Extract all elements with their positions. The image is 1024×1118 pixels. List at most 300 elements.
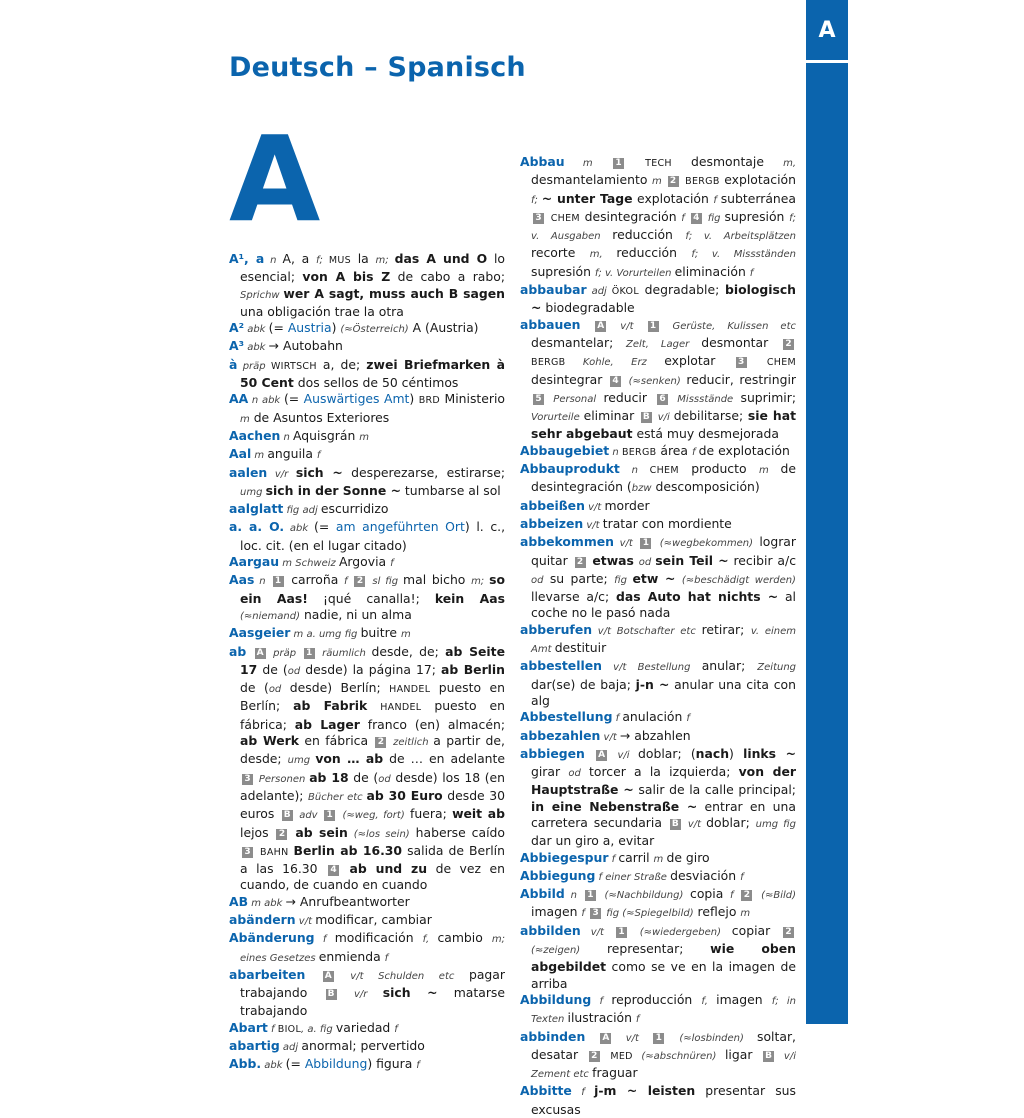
dictionary-entry	[520, 622, 796, 659]
grammar-label: v/t	[580, 926, 614, 938]
phrase: biologisch ~	[531, 282, 796, 316]
headword: abändern	[229, 911, 296, 927]
phrase: von … ab	[315, 751, 384, 767]
headword: AB	[229, 893, 249, 909]
grammar-label: v/i	[609, 749, 639, 761]
grammar-label: n	[264, 255, 283, 266]
translation: ligar	[716, 1046, 762, 1062]
sense-number: 4	[328, 865, 339, 876]
sense-number: B	[326, 989, 337, 1000]
translation: de Asuntos Exteriores	[249, 409, 390, 425]
translation: fraguar	[592, 1065, 638, 1081]
page-title: Deutsch – Spanisch	[229, 52, 526, 83]
cross-reference: Auswärtiges Amt	[303, 391, 410, 407]
phrase: ab 30 Euro	[366, 787, 443, 803]
translation	[626, 154, 645, 169]
translation: pagar trabajando	[240, 966, 505, 1001]
translation: (=	[268, 320, 288, 336]
translation: anguila	[267, 446, 317, 462]
translation: → abzahlen	[619, 727, 691, 743]
grammar-label: m;	[375, 255, 395, 266]
translation: enmienda	[318, 948, 385, 964]
translation: de cabo a rabo;	[390, 269, 506, 285]
translation: dos sellos de 50 céntimos	[293, 375, 459, 391]
translation: suprimir;	[740, 389, 796, 405]
translation: eliminar	[583, 408, 639, 424]
sense-number: B	[282, 810, 293, 821]
right-column	[520, 154, 796, 1118]
phrase: kein Aas	[434, 590, 505, 606]
dictionary-entry	[520, 498, 796, 516]
dictionary-entry	[520, 992, 796, 1029]
sense-number: B	[670, 819, 681, 830]
translation: dar un giro a, evitar	[531, 833, 655, 849]
dictionary-entry	[520, 746, 796, 850]
headword: Abbiegespur	[520, 849, 609, 865]
phrase: sein Teil ~	[655, 552, 729, 568]
headword: abbauen	[520, 316, 581, 332]
headword: Aargau	[229, 554, 280, 570]
subject-label: WIRTSCH	[270, 360, 317, 372]
grammar-label: v/i Zement etc	[531, 1050, 796, 1081]
phrase: ab Werk	[240, 733, 299, 749]
translation: a, de;	[316, 356, 367, 372]
grammar-label: Zeitung	[757, 662, 797, 674]
translation: doblar;	[706, 814, 756, 830]
grammar-label: v/t	[682, 818, 707, 830]
sense-number: 4	[610, 376, 621, 387]
sense-number: A	[595, 321, 606, 332]
grammar-label: f	[390, 558, 394, 570]
grammar-label: f	[267, 1023, 278, 1035]
translation	[246, 644, 252, 659]
grammar-label: v/t	[583, 519, 603, 531]
gloss: (≈weg, fort)	[342, 810, 405, 822]
translation: Argovia	[338, 554, 391, 570]
phrase: j-m ~ leisten	[594, 1083, 696, 1099]
translation: subterránea	[720, 190, 796, 206]
grammar-label: räumlich	[316, 647, 372, 659]
translation: de … en adelante	[383, 751, 505, 767]
headword: Aasgeier	[229, 625, 291, 641]
grammar-label: m	[759, 465, 781, 477]
dictionary-entry	[520, 1083, 796, 1118]
section-letter: A	[229, 110, 321, 248]
sense-number: 1	[648, 321, 659, 332]
phrase: ab und zu	[349, 861, 428, 877]
grammar-label: f	[729, 890, 740, 902]
dictionary-entry	[229, 644, 505, 894]
translation: carril	[618, 849, 654, 865]
sense-number: 1	[653, 1033, 664, 1044]
headword: Abänderung	[229, 930, 315, 946]
grammar-label: n	[280, 431, 294, 443]
headword: AA	[229, 391, 249, 407]
translation: ilustración	[567, 1010, 636, 1026]
translation: entrar en una carretera secundaria	[531, 798, 796, 830]
grammar-label: Zelt, Lager	[626, 338, 702, 350]
grammar-label: f	[316, 450, 321, 462]
gloss: (≈abschnüren)	[641, 1050, 717, 1062]
grammar-label: v/t Botschafter etc	[592, 625, 702, 637]
grammar-label: Personal	[546, 393, 604, 405]
grammar-label: fig	[603, 908, 623, 920]
translation: reducir, restringir	[680, 371, 796, 387]
headword: Abbiegung	[520, 867, 596, 883]
grammar-label: f,	[701, 995, 717, 1007]
dictionary-entry	[520, 154, 796, 282]
translation: anormal; pervertido	[301, 1038, 425, 1054]
grammar-label: f	[344, 576, 353, 588]
translation: producto	[678, 461, 760, 477]
translation: destituir	[554, 640, 607, 656]
translation: desperezarse, estirarse;	[342, 464, 505, 480]
grammar-label: od	[531, 574, 544, 586]
grammar-label: f; v. Ausgaben	[531, 212, 796, 243]
dictionary-entry	[229, 357, 505, 392]
translation: de explotación	[698, 442, 790, 458]
sense-number: A	[255, 648, 266, 659]
sense-number: 2	[276, 829, 287, 840]
dictionary-entry	[520, 923, 796, 992]
headword: abbiegen	[520, 745, 585, 761]
grammar-label: Bücher etc	[308, 791, 367, 803]
translation: mal bicho	[403, 572, 472, 588]
sense-number: 2	[741, 890, 752, 901]
translation: A (Austria)	[408, 320, 479, 336]
grammar-label: m;	[471, 576, 490, 588]
translation: cambio	[437, 930, 492, 946]
grammar-label: f	[635, 1014, 640, 1026]
thumb-index-divider	[806, 60, 848, 63]
grammar-label: n abk	[248, 395, 284, 407]
translation: tumbarse al sol	[400, 482, 501, 498]
translation: desmontaje	[671, 154, 784, 169]
translation: área	[656, 442, 692, 458]
grammar-label: f;	[531, 194, 542, 206]
translation: reducción	[616, 245, 692, 261]
grammar-label: od	[378, 773, 391, 785]
dictionary-entry	[229, 501, 505, 519]
sense-number: 1	[613, 158, 624, 169]
sense-number: 1	[324, 810, 335, 821]
translation: al coche no le pasó nada	[531, 589, 796, 621]
translation: de (	[240, 680, 269, 696]
grammar-label: Gerüste, Kulissen etc	[660, 320, 796, 332]
subject-label: BERGB	[621, 446, 657, 458]
translation: morder	[604, 497, 650, 513]
phrase: ab Seite 17	[240, 643, 505, 677]
subject-label: HANDEL	[380, 702, 422, 714]
translation: → Autobahn	[268, 338, 343, 354]
thumb-index-letter: A	[818, 17, 836, 43]
translation: (=	[314, 519, 336, 535]
phrase: ab Lager	[294, 716, 360, 732]
cross-reference: Abbildung	[304, 1056, 368, 1072]
grammar-label: n	[254, 576, 271, 588]
translation: eliminación	[674, 263, 750, 279]
gloss: (≈beschädigt werden)	[681, 574, 796, 586]
translation: retirar;	[701, 621, 751, 637]
gloss: (≈Nachbildung)	[604, 890, 684, 902]
headword: Abbild	[520, 886, 565, 902]
grammar-label: Missstände	[670, 393, 741, 405]
grammar-label: od	[268, 684, 282, 696]
dictionary-entry	[229, 894, 505, 912]
gloss: (≈senken)	[628, 375, 681, 387]
subject-label: MUS	[328, 255, 351, 266]
dictionary-entry	[229, 554, 505, 572]
dictionary-entry	[520, 317, 796, 443]
translation: soltar, desatar	[531, 1028, 796, 1062]
grammar-label: abk	[244, 342, 269, 354]
subject-label: BAHN	[260, 846, 289, 858]
dictionary-entry	[229, 1038, 505, 1056]
phrase: ~ unter Tage	[541, 190, 633, 206]
dictionary-entry	[229, 428, 505, 446]
headword: Abbestellung	[520, 709, 613, 725]
translation: desde 30 euros	[240, 787, 505, 822]
phrase: ab sein	[295, 824, 348, 840]
sense-number: 3	[736, 357, 747, 368]
grammar-label: v/t	[613, 1032, 652, 1044]
headword: Abbau	[520, 154, 565, 169]
grammar-label: f	[416, 1060, 420, 1072]
subject-label: HANDEL	[389, 684, 431, 696]
translation: torcer a la izquierda;	[580, 764, 739, 780]
translation: )	[409, 391, 419, 407]
phrase: ab Fabrik	[293, 698, 368, 714]
grammar-label: m	[564, 158, 611, 169]
grammar-label: v/t	[613, 538, 639, 550]
grammar-label: f	[686, 713, 690, 725]
translation: reflejo	[693, 904, 741, 920]
thumb-index-tab	[806, 0, 848, 1024]
translation: desde, de;	[371, 643, 446, 659]
headword: abbezahlen	[520, 727, 601, 743]
sense-number: 1	[616, 927, 627, 938]
sense-number: 1	[585, 890, 596, 901]
sense-number: A	[596, 750, 607, 761]
translation: Ministerio	[440, 391, 506, 407]
translation: anulación	[622, 709, 687, 725]
sense-number: 1	[304, 648, 315, 659]
translation: copiar	[721, 922, 781, 938]
translation: explotación	[632, 190, 714, 206]
sense-number: 1	[640, 538, 651, 549]
translation: puesto en Berlín;	[240, 680, 505, 714]
grammar-label: adj	[586, 286, 612, 298]
translation: desde) Berlín;	[281, 680, 390, 696]
dictionary-entry	[229, 320, 505, 338]
translation: )	[331, 320, 341, 336]
dictionary-entry	[229, 967, 505, 1020]
grammar-label: n	[619, 465, 650, 477]
grammar-label: m a. umg fig	[290, 629, 361, 641]
translation: anular una cita con alg	[531, 676, 796, 708]
gloss: (≈wiedergeben)	[639, 926, 722, 938]
translation	[602, 1047, 611, 1062]
translation: desde) la página 17;	[300, 661, 442, 677]
translation: de (	[348, 769, 379, 785]
translation: modificación	[334, 930, 423, 946]
translation: biodegradable	[541, 300, 635, 316]
translation	[305, 967, 320, 982]
headword: abbaubar	[520, 282, 587, 298]
grammar-label: m	[240, 413, 250, 425]
grammar-label: bzw	[631, 483, 652, 495]
translation: puesto en fábrica;	[240, 698, 505, 732]
translation: recorte	[531, 245, 590, 261]
grammar-label: v/t	[295, 915, 316, 927]
sense-number: B	[763, 1051, 774, 1062]
translation	[581, 317, 594, 332]
grammar-label: m,	[589, 249, 617, 261]
translation: a partir de, desde;	[240, 733, 505, 767]
translation: imagen	[716, 991, 772, 1007]
translation: como se ve en la imagen de arriba	[531, 959, 796, 991]
dictionary-entry	[229, 391, 505, 428]
sense-number: 2	[668, 176, 679, 187]
translation: (=	[283, 391, 304, 407]
translation: variedad	[335, 1019, 395, 1035]
translation	[341, 861, 350, 876]
headword: Abbitte	[520, 1083, 572, 1099]
dictionary-entry	[229, 519, 505, 554]
headword: abbestellen	[520, 658, 602, 674]
grammar-label: umg fig	[755, 818, 796, 830]
grammar-label: Vorurteile	[531, 412, 584, 424]
headword: Abbaugebiet	[520, 442, 610, 458]
dictionary-entry	[229, 465, 505, 502]
sense-number: 6	[657, 394, 668, 405]
grammar-label: fig adj	[283, 505, 321, 517]
grammar-label: f; v. Vorurteilen	[594, 267, 675, 279]
headword: abartig	[229, 1038, 280, 1054]
grammar-label: , a. fig	[301, 1023, 336, 1035]
grammar-label: präp	[237, 360, 271, 372]
translation: explotar	[664, 353, 734, 369]
sense-number: 2	[575, 557, 586, 568]
translation: salir de la calle principal;	[633, 782, 796, 798]
translation: una obligación trae la otra	[240, 303, 404, 319]
dictionary-entry	[520, 461, 796, 498]
headword: aalglatt	[229, 501, 284, 517]
headword: Abbauprodukt	[520, 461, 620, 477]
grammar-label: abk	[244, 324, 269, 336]
translation: recibir a/c	[728, 552, 797, 568]
grammar-label: Personen	[255, 773, 310, 785]
gloss: (≈Bild)	[761, 890, 797, 902]
grammar-label: Kohle, Erz	[565, 357, 665, 369]
headword: abbekommen	[520, 534, 614, 550]
phrase: wie oben abgebildet	[531, 941, 796, 975]
gloss: (≈wegbekommen)	[659, 538, 753, 550]
grammar-label: v. einem Amt	[531, 625, 797, 656]
dictionary-entry	[520, 658, 796, 709]
grammar-label: v/t	[608, 320, 646, 332]
sense-number: 2	[783, 927, 794, 938]
translation	[749, 353, 767, 368]
grammar-label: m	[651, 176, 666, 188]
translation: carroña	[285, 572, 345, 588]
phrase: von A bis Z	[302, 269, 391, 285]
grammar-label: m; eines Gesetzes	[240, 934, 505, 964]
headword: Abbildung	[520, 991, 592, 1007]
sense-number: 2	[354, 576, 365, 587]
grammar-label: v/t	[600, 731, 620, 743]
translation: nadie, ni un alma	[300, 606, 412, 622]
subject-label: CHEM	[649, 465, 679, 477]
translation	[629, 923, 640, 938]
grammar-label: abk	[284, 523, 315, 535]
translation: tratar con mordiente	[602, 515, 732, 531]
translation: reducción	[612, 227, 686, 243]
grammar-label: adj	[279, 1042, 302, 1054]
grammar-label: f	[740, 871, 744, 883]
grammar-label: umg	[240, 486, 266, 498]
phrase: etw ~	[632, 570, 676, 586]
dictionary-entry	[520, 534, 796, 621]
grammar-label: f	[608, 853, 619, 865]
translation: lograr quitar	[531, 534, 796, 568]
grammar-label: f	[681, 212, 689, 224]
grammar-label: f	[581, 908, 589, 920]
left-column	[229, 251, 505, 1075]
translation: desviación	[670, 867, 741, 883]
translation: explotación	[719, 172, 796, 188]
headword: A³	[229, 338, 245, 354]
translation: ¡qué canalla!;	[307, 590, 435, 606]
grammar-label: Sprichw	[240, 289, 284, 301]
grammar-label: f; in Texten	[531, 995, 796, 1026]
dictionary-entry	[229, 930, 505, 967]
translation: ) l. c., loc. cit. (en el lugar citado)	[240, 519, 506, 553]
grammar-label: od	[287, 665, 301, 677]
gloss: (≈Spiegelbild)	[622, 908, 694, 920]
gloss: (≈niemand)	[240, 610, 301, 622]
headword: a. a. O.	[229, 519, 285, 535]
translation: está muy desmejorada	[632, 426, 779, 442]
headword: abbeißen	[520, 497, 585, 513]
grammar-label: m,	[783, 158, 796, 169]
translation: franco (en) almacén;	[359, 716, 505, 732]
dictionary-entry	[520, 443, 796, 461]
sense-number: 1	[273, 576, 284, 587]
phrase: weit ab	[452, 806, 505, 822]
sense-number: 3	[590, 908, 601, 919]
translation: imagen	[531, 904, 582, 920]
sense-number: 2	[589, 1051, 600, 1062]
grammar-label: fig	[614, 574, 633, 586]
phrase: ab 18	[309, 769, 349, 785]
phrase: nach	[695, 745, 730, 761]
translation	[633, 1047, 642, 1062]
translation: desintegración	[579, 208, 682, 224]
headword: abbeizen	[520, 515, 584, 531]
subject-label: ÖKOL	[611, 286, 639, 298]
gloss: (≈losbinden)	[679, 1032, 744, 1044]
headword: abbinden	[520, 1028, 586, 1044]
grammar-label: f einer Straße	[595, 871, 671, 883]
phrase: das A und O	[394, 251, 488, 266]
grammar-label: m	[740, 908, 751, 920]
grammar-label: fig	[703, 212, 725, 224]
phrase: so ein Aas!	[240, 572, 505, 606]
grammar-label: f	[713, 194, 721, 206]
translation: de giro	[666, 849, 710, 865]
grammar-label: f;	[316, 255, 329, 266]
